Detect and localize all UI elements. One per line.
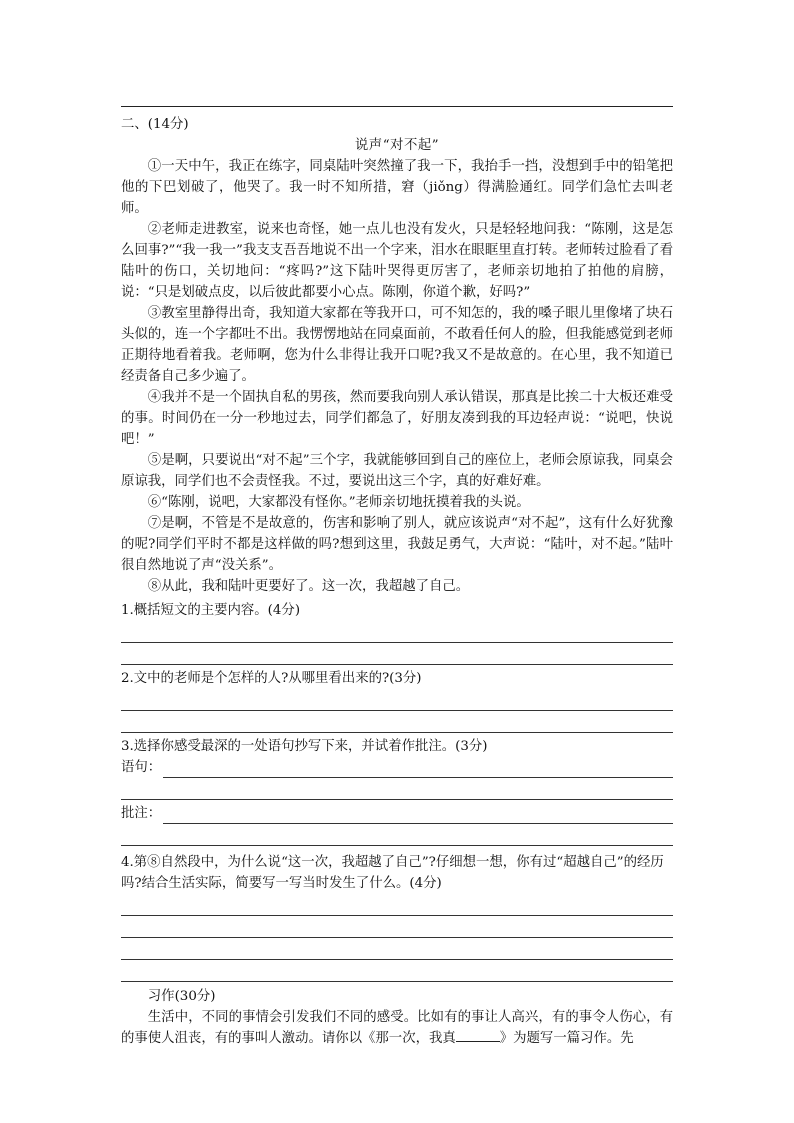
essay-prompt xyxy=(121,1007,673,1049)
paragraph-4: ④我并不是一个固执自私的男孩，然而要我向别人承认错误，那真是比挨二十大板还难受的事。时间仍在一分一秒地过去，同学们都急了，好朋友凑到我的耳边轻声说：“说吧，快说吧！” xyxy=(121,390,673,447)
question-4: 4.第⑧自然段中，为什么说“这一次，我超越了自己”?仔细想一想，你有过“超越自己”的经历吗?结合生活实际，简要写一写当时发生了什么。(4分) xyxy=(121,855,664,891)
exam-page xyxy=(121,106,673,1049)
answer-line[interactable] xyxy=(121,938,673,960)
sentence-answer-line[interactable] xyxy=(163,762,673,778)
sentence-label: 语句： xyxy=(121,760,162,775)
paragraph-8: ⑧从此，我和陆叶更要好了。这一次，我超越了自己。 xyxy=(147,579,470,594)
top-divider xyxy=(121,106,673,107)
paragraph-7: ⑦是啊，不管是不是故意的，伤害和影响了别人，就应该说声“对不起”，这有什么好犹豫的呢?同学们平时不都是这样做的吗?想到这里，我鼓足勇气，大声说：“陆叶，对不起。”陆叶很自然地说了声“没关系”。 xyxy=(121,516,673,573)
paragraph-1: ①一天中午，我正在练字，同桌陆叶突然撞了我一下，我抬手一挡，没想到手中的铅笔把他的下巴划破了，他哭了。我一时不知所措，窘（jiǒng）得满脸通红。同学们急忙去叫老师。 xyxy=(121,159,673,216)
answer-line[interactable] xyxy=(121,711,673,733)
essay-prompt-text-end: 》为题写一篇习作。先 xyxy=(499,1031,634,1046)
paragraph-2: ②老师走进教室，说来也奇怪，她一点儿也没有发火，只是轻轻地问我：“陈刚，这是怎么回事?”“我一我一”我支支吾吾地说不出一个字来，泪水在眼眶里直打转。老师转过脸看了看陆叶的伤口，关切地问：“疼吗?”这下陆叶哭得更厉害了，老师亲切地拍了拍他的肩膀，说：“只是划破点皮，以后彼此都要小心点。陈刚，你道个歉，好吗?” xyxy=(121,222,673,300)
answer-line[interactable] xyxy=(121,960,673,982)
note-answer-line[interactable] xyxy=(163,808,673,824)
answer-line[interactable] xyxy=(121,824,673,846)
section-heading: 二、(14分) xyxy=(121,117,189,132)
answer-line[interactable] xyxy=(121,778,673,800)
essay-heading: 习作(30分) xyxy=(147,989,216,1004)
essay-prompt-text: 生活中，不同的事情会引发我们不同的感受。比如有的事让人高兴，有的事令人伤心，有的事使人沮丧，有的事叫人激动。请你以《那一次，我真 xyxy=(121,1010,673,1046)
answer-line[interactable] xyxy=(121,643,673,665)
paragraph-5: ⑤是啊，只要说出“对不起”三个字，我就能够回到自己的座位上，老师会原谅我，同桌会原谅我，同学们也不会责怪我。不过，要说出这三个字，真的好难好难。 xyxy=(121,453,673,489)
sentence-answer-row[interactable] xyxy=(121,757,673,778)
answer-line[interactable] xyxy=(121,916,673,938)
question-3: 3.选择你感受最深的一处语句抄写下来，并试着作批注。(3分) xyxy=(121,739,488,754)
answer-line[interactable] xyxy=(121,894,673,916)
note-answer-row[interactable] xyxy=(121,803,673,824)
article-title: 说声“对不起” xyxy=(354,138,440,153)
answer-line[interactable] xyxy=(121,621,673,643)
paragraph-6: ⑥“陈刚，说吧，大家都没有怪你。”老师亲切地抚摸着我的头说。 xyxy=(147,495,530,510)
answer-line[interactable] xyxy=(121,689,673,711)
paragraph-3: ③教室里静得出奇，我知道大家都在等我开口，可不知怎的，我的嗓子眼儿里像堵了块石头似的，连一个字都吐不出。我愣愣地站在同桌面前，不敢看任何人的脸，但我能感觉到老师正期待地看着我。老师啊，您为什么非得让我开口呢?我又不是故意的。在心里，我不知道已经责备自己多少遍了。 xyxy=(121,306,673,384)
note-label: 批注： xyxy=(121,806,162,821)
title-blank[interactable] xyxy=(456,1029,500,1042)
question-2: 2.文中的老师是个怎样的人?从哪里看出来的?(3分) xyxy=(121,671,422,686)
question-1: 1.概括短文的主要内容。(4分) xyxy=(121,603,301,618)
